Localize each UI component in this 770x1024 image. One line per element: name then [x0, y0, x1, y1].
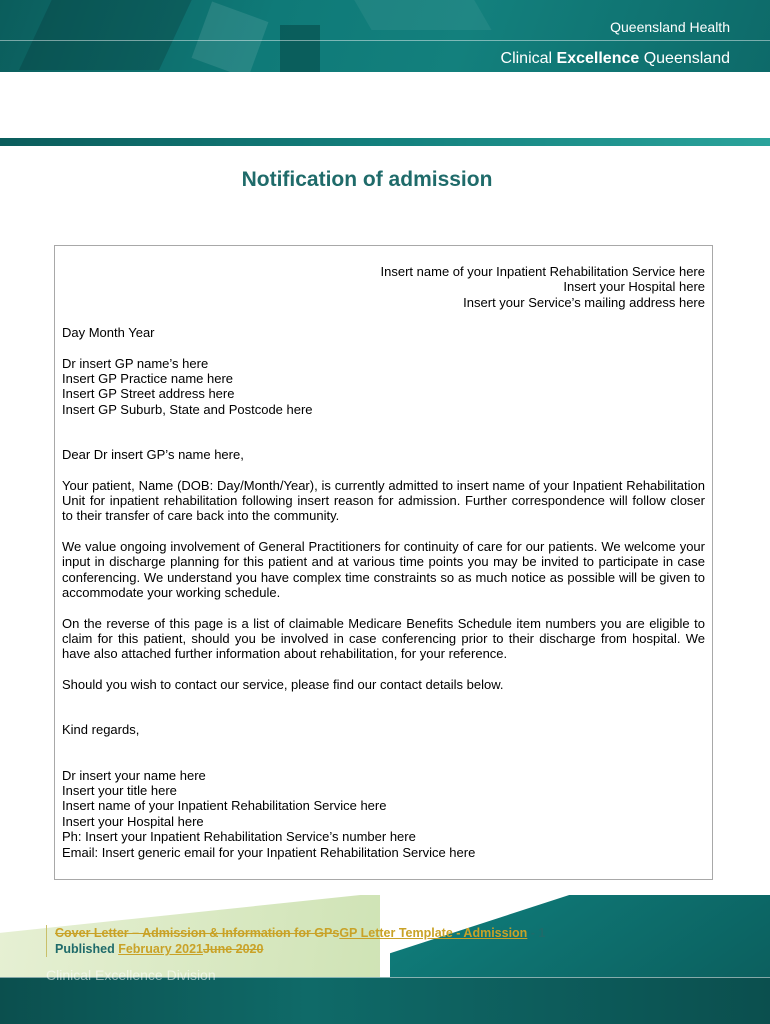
- letter-date: Day Month Year: [62, 325, 155, 341]
- letter-body: [54, 245, 713, 880]
- footer-title-line: [55, 925, 545, 941]
- footer-published-line: [55, 941, 545, 957]
- footer-document-info: [46, 925, 545, 957]
- header-divider: [0, 40, 770, 41]
- signature-line: Insert your title here: [62, 782, 177, 798]
- signature-line: Insert name of your Inpatient Rehabilitation Service here: [62, 798, 387, 814]
- sender-address: [62, 264, 705, 310]
- signature-line: Email: Insert generic email for your Inpatient Rehabilitation Service here: [62, 844, 476, 860]
- inserted-date: February 2021: [118, 942, 203, 956]
- signature-line: Dr insert your name here: [62, 767, 206, 783]
- letter-paragraph: Should you wish to contact our service, please find our contact details below.: [62, 676, 504, 692]
- inserted-title: GP Letter Template - Admission: [339, 926, 528, 940]
- signature-line: Ph: Insert your Inpatient Rehabilitation Service’s number here: [62, 829, 416, 845]
- footer-banner: [0, 895, 770, 1024]
- deleted-date: June 2020: [202, 942, 264, 956]
- letter-paragraph: We value ongoing involvement of General Practitioners for continuity of care for our patients. We welcome your input in discharge planning for this patient and at various time points you may be invited to participate in case conferencing. We understand you have complex time constraints so as much notice as possible will be given to accommodate your working schedule.: [62, 538, 705, 601]
- deleted-title: Cover Letter – Admission & Information for GPs: [55, 926, 340, 940]
- letter-paragraph: On the reverse of this page is a list of claimable Medicare Benefits Schedule item numbers you are eligible to claim for this patient, should you be involved in case conferencing prior to their discharge from hospital. We have also attached further information about rehabilitation, for your reference.: [62, 615, 705, 662]
- sender-line: Insert name of your Inpatient Rehabilitation Service here: [380, 264, 705, 279]
- decorative-shape: [280, 25, 320, 72]
- unit-name-suffix: Queensland: [639, 50, 730, 67]
- recipient-line: Insert GP Suburb, State and Postcode here: [62, 401, 313, 417]
- recipient-line: Dr insert GP name’s here: [62, 355, 209, 371]
- published-label: Published: [55, 942, 119, 956]
- footer-division: Clinical Excellence Division: [46, 967, 216, 983]
- recipient-line: Insert GP Practice name here: [62, 371, 234, 387]
- page-number: - 1: [527, 926, 546, 940]
- header-banner: [0, 0, 770, 72]
- header-rule: [0, 138, 770, 146]
- decorative-shape: [192, 2, 269, 72]
- letter-paragraph: Your patient, Name (DOB: Day/Month/Year), is currently admitted to insert name of your Inpatient Rehabilitation Unit for inpatient rehabilitation following insert reason for admission. Further correspondence will follow closer to their transfer of care back into the community.: [62, 477, 705, 524]
- sender-line: Insert your Service’s mailing address here: [463, 294, 705, 310]
- salutation: Dear Dr insert GP’s name here,: [62, 447, 244, 463]
- unit-name-prefix: Clinical: [500, 50, 557, 67]
- decorative-shape: [348, 0, 491, 30]
- sender-line: Insert your Hospital here: [563, 279, 705, 295]
- closing: Kind regards,: [62, 722, 140, 738]
- decorative-shape: [19, 0, 201, 70]
- organisation-name: Queensland Health: [610, 19, 730, 35]
- signature-block: [62, 768, 705, 860]
- unit-name-bold: Excellence: [556, 50, 640, 67]
- recipient-address: [62, 356, 705, 418]
- signature-line: Insert your Hospital here: [62, 813, 204, 829]
- recipient-line: Insert GP Street address here: [62, 386, 235, 402]
- unit-name: [501, 50, 730, 68]
- page-title: Notification of admission: [241, 168, 493, 191]
- footer-strip: [0, 977, 770, 1024]
